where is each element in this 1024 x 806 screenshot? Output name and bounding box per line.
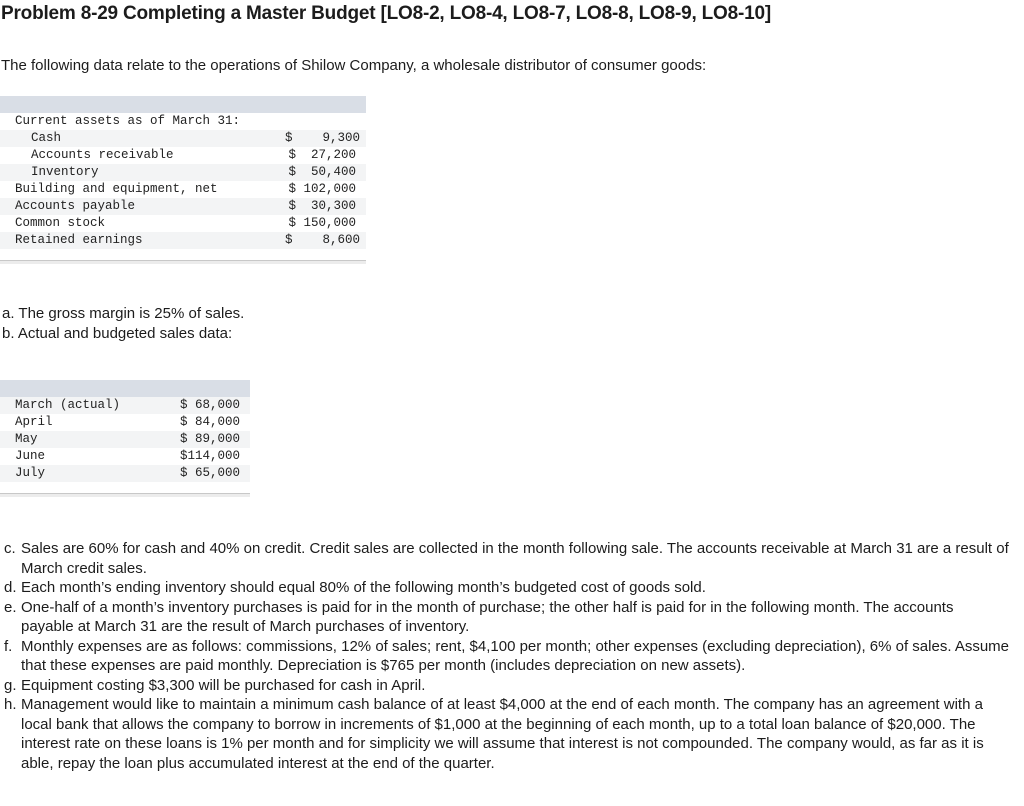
row-label: Inventory xyxy=(31,165,99,179)
table-row xyxy=(0,215,366,232)
table-footer-bar xyxy=(0,493,250,497)
item-text: One-half of a month’s inventory purchases is paid for in the month of purchase; the other half is paid for in the following month. The accounts payable at March 31 are the result of March purchases of inventory. xyxy=(21,598,954,635)
table-header-bar xyxy=(0,380,250,397)
list-item xyxy=(4,695,1009,773)
row-value: $ 89,000 xyxy=(179,432,240,446)
table-row xyxy=(0,448,250,465)
table-row xyxy=(0,164,366,181)
list-item xyxy=(4,637,1009,676)
row-label: July xyxy=(15,466,46,480)
row-value: $ 84,000 xyxy=(179,415,240,429)
row-value: $ 9,300 xyxy=(285,131,361,145)
table-row xyxy=(0,198,366,215)
item-marker: c. xyxy=(4,540,16,557)
table-row xyxy=(0,414,250,431)
page-title: Problem 8-29 Completing a Master Budget [LO8-2, LO8-4, LO8-7, LO8-8, LO8-9, LO8-10] xyxy=(1,3,771,24)
row-label: Cash xyxy=(31,131,62,145)
item-marker: e. xyxy=(4,598,17,616)
row-label: Building and equipment, net xyxy=(15,182,218,196)
item-text: Each month’s ending inventory should equal 80% of the following month’s budgeted cost of goods sold. xyxy=(21,579,706,596)
item-text: Monthly expenses are as follows: commissions, 12% of sales; rent, $4,100 per month; other expenses (excluding depreciation), 6% of sales. Assume that these expenses are paid monthly. Depreciation is $765 per month (includes depreciation on new assets). xyxy=(21,637,1010,674)
item-text: Equipment costing $3,300 will be purchased for cash in April. xyxy=(21,676,426,694)
row-label: April xyxy=(15,415,53,429)
row-value: $ 68,000 xyxy=(179,398,240,412)
row-label: Accounts payable xyxy=(15,199,136,213)
table-row xyxy=(0,431,250,448)
row-value: $ 150,000 xyxy=(288,216,356,230)
row-label: Accounts receivable xyxy=(31,148,174,162)
table-row xyxy=(0,113,366,130)
item-marker: h. xyxy=(4,696,17,713)
assumption-list xyxy=(4,539,1009,773)
item-marker: f. xyxy=(4,637,13,655)
table-footer-bar xyxy=(0,260,366,264)
item-text: Sales are 60% for cash and 40% on credit. Credit sales are collected in the month following sale. The accounts receivable at March 31 are a result of March credit sales. xyxy=(21,540,1009,577)
sales-table xyxy=(0,380,250,497)
row-value: $ 50,400 xyxy=(288,165,356,179)
row-label: Retained earnings xyxy=(15,233,143,247)
table-header-bar xyxy=(0,96,366,113)
row-label: May xyxy=(15,432,38,446)
table-row xyxy=(0,397,250,414)
list-item xyxy=(4,578,1009,598)
list-item xyxy=(4,539,1009,578)
row-label: June xyxy=(15,449,46,463)
table-row xyxy=(0,181,366,198)
row-value: $ 30,300 xyxy=(288,199,356,213)
row-label: Common stock xyxy=(15,216,106,230)
table-row xyxy=(0,147,366,164)
item-marker: d. xyxy=(4,579,17,596)
table-row xyxy=(0,232,366,249)
intro-text: The following data relate to the operations of Shilow Company, a wholesale distributor of consumer goods: xyxy=(1,57,707,74)
item-marker: g. xyxy=(4,676,17,694)
item-text: Management would like to maintain a minimum cash balance of at least $4,000 at the end of each month. The company has an agreement with a local bank that allows the company to borrow in increments of $1,000 at the beginning of each month, up to a total loan balance of $20,000. The interest rate on these loans is 1% per month and for simplicity we will assume that interest is not compounded. The company would, as far as it is able, repay the loan plus accumulated interest at the end of the quarter. xyxy=(21,696,984,772)
balance-heading: Current assets as of March 31: xyxy=(15,114,241,128)
table-row xyxy=(0,130,366,147)
row-value: $ 27,200 xyxy=(288,148,356,162)
row-value: $ 8,600 xyxy=(285,233,361,247)
row-value: $ 102,000 xyxy=(288,182,356,196)
row-value: $ 65,000 xyxy=(179,466,240,480)
row-value: $114,000 xyxy=(179,449,240,463)
list-item xyxy=(4,676,1009,696)
row-label: March (actual) xyxy=(15,398,121,412)
note-a: a. The gross margin is 25% of sales. xyxy=(2,305,245,322)
table-row xyxy=(0,465,250,482)
list-item xyxy=(4,598,1009,637)
note-b: b. Actual and budgeted sales data: xyxy=(2,325,233,342)
balance-table xyxy=(0,96,366,264)
